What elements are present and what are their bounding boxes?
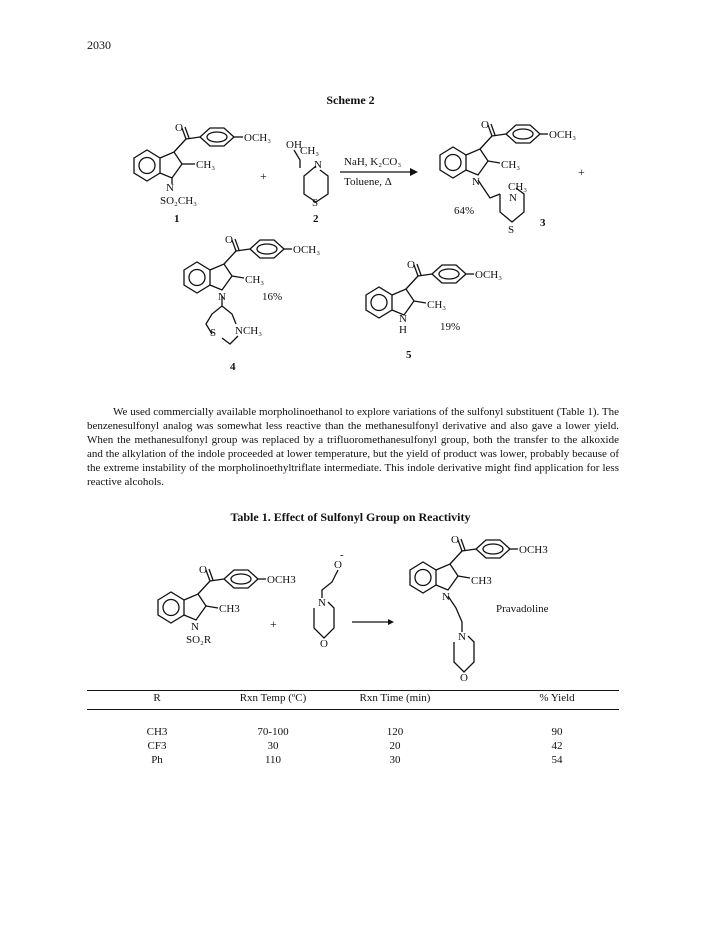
oxygen-label: O xyxy=(225,234,233,246)
plus-sign: + xyxy=(578,165,585,179)
plus-sign: + xyxy=(270,617,277,631)
table-1-scheme xyxy=(0,530,701,690)
table-cell: 20 xyxy=(389,740,401,752)
oxygen-label: O xyxy=(407,259,415,271)
paragraph-text: We used commercially available morpholinoethanol to explore variations of the sulfonyl substituent (Table 1). The benzenesulfonyl analog was somewhat less reactive than the methanesulfonyl derivative and also gave a lower yield. When the methanesulfonyl group was replaced by a trifluoromethanesulfonyl group, both the transfer to the alkoxide and the alkylation of the indole proceeded at lower temperature, but the yield of product was lower, probably because of the extreme instability of the morpholinoethyltriflate intermediate. This indole derivative might find application for less reactive alcohols. xyxy=(87,406,619,488)
plus-sign: + xyxy=(260,169,267,183)
table-cell: 90 xyxy=(551,726,563,738)
nitrogen-label: N xyxy=(166,182,174,194)
oh-label: OH xyxy=(286,139,302,151)
ch3-label: CH₃ xyxy=(508,181,528,193)
nitrogen-label: N xyxy=(318,597,326,609)
oxygen-label: O xyxy=(481,119,489,131)
yield-5: 19% xyxy=(440,321,461,333)
table-header-rule xyxy=(87,709,619,710)
header-yield: % Yield xyxy=(539,692,575,704)
ch3-label: CH₃ xyxy=(196,159,216,171)
table-cell: 54 xyxy=(551,754,563,766)
so2r-label: SO₂R xyxy=(186,634,212,646)
hydrogen-label: H xyxy=(399,324,407,336)
sulfur-label: S xyxy=(508,224,515,236)
ch3-label: CH₃ xyxy=(300,145,320,157)
oxygen-label: O xyxy=(334,559,342,571)
table-cell: 30 xyxy=(267,740,279,752)
och3-label: OCH3 xyxy=(519,544,548,556)
sulfur-label: S xyxy=(312,197,319,209)
table-cell: 110 xyxy=(264,754,282,766)
table-title: Table 1. Effect of Sulfonyl Group on Reactivity xyxy=(230,510,471,524)
nitrogen-label: N xyxy=(399,313,407,325)
och3-label: OCH3 xyxy=(267,574,296,586)
header-rxn-temp: Rxn Temp (ºC) xyxy=(239,692,307,704)
table-cell: CF3 xyxy=(147,740,167,752)
nitrogen-label: N xyxy=(218,291,226,303)
compound-1-number: 1 xyxy=(174,213,180,225)
ch3-label: CH₃ xyxy=(427,299,447,311)
table-cell: 120 xyxy=(386,726,404,738)
nitrogen-label: N xyxy=(509,192,517,204)
scheme-title: Scheme 2 xyxy=(326,93,375,107)
nitrogen-label: N xyxy=(314,159,322,171)
ch3-label: CH₃ xyxy=(501,159,521,171)
table-cell: Ph xyxy=(151,754,163,766)
table-cell: 70-100 xyxy=(257,726,289,738)
page-number: 2030 xyxy=(87,38,111,52)
header-r: R xyxy=(153,692,161,704)
och3-label: OCH₃ xyxy=(475,269,503,281)
nitrogen-label: N xyxy=(191,621,199,633)
ch3-label: CH₃ xyxy=(245,274,265,286)
ch3-label: CH3 xyxy=(471,575,492,587)
ch3-label: CH3 xyxy=(219,603,240,615)
so2ch3-label: SO₂CH₃ xyxy=(160,195,198,207)
table-cell: CH3 xyxy=(146,726,168,738)
scheme-2-figure xyxy=(0,0,701,380)
reagents-label: NaH, K₂CO₃ xyxy=(344,156,402,168)
minus-sign: - xyxy=(340,549,344,561)
nitrogen-label: N xyxy=(458,631,466,643)
och3-label: OCH₃ xyxy=(293,244,321,256)
header-rxn-time: Rxn Time (min) xyxy=(359,692,431,704)
oxygen-label: O xyxy=(320,638,328,650)
nitrogen-label: N xyxy=(442,591,450,603)
oxygen-label: O xyxy=(175,122,183,134)
conditions-label: Toluene, Δ xyxy=(344,176,392,188)
body-paragraph xyxy=(87,405,619,489)
oxygen-label: O xyxy=(460,672,468,684)
sulfonyl-indole-structure xyxy=(158,569,266,623)
table-top-rule xyxy=(87,690,619,691)
nch3-label: NCH₃ xyxy=(235,325,263,337)
compound-2-structure xyxy=(294,150,328,202)
compound-1-structure xyxy=(134,127,243,184)
compound-5-number: 5 xyxy=(406,349,412,361)
och3-label: OCH₃ xyxy=(549,129,577,141)
yield-3: 64% xyxy=(454,205,475,217)
och3-label: OCH₃ xyxy=(244,132,272,144)
nitrogen-label: N xyxy=(472,176,480,188)
compound-2-number: 2 xyxy=(313,213,319,225)
compound-5-structure xyxy=(366,264,474,318)
compound-3-number: 3 xyxy=(540,217,546,229)
table-cell: 42 xyxy=(551,740,563,752)
pravadoline-label: Pravadoline xyxy=(496,603,549,615)
oxygen-label: O xyxy=(199,564,207,576)
yield-4: 16% xyxy=(262,291,283,303)
compound-4-number: 4 xyxy=(230,361,236,373)
oxygen-label: O xyxy=(451,534,459,546)
sulfur-label: S xyxy=(210,327,217,339)
table-cell: 30 xyxy=(389,754,401,766)
